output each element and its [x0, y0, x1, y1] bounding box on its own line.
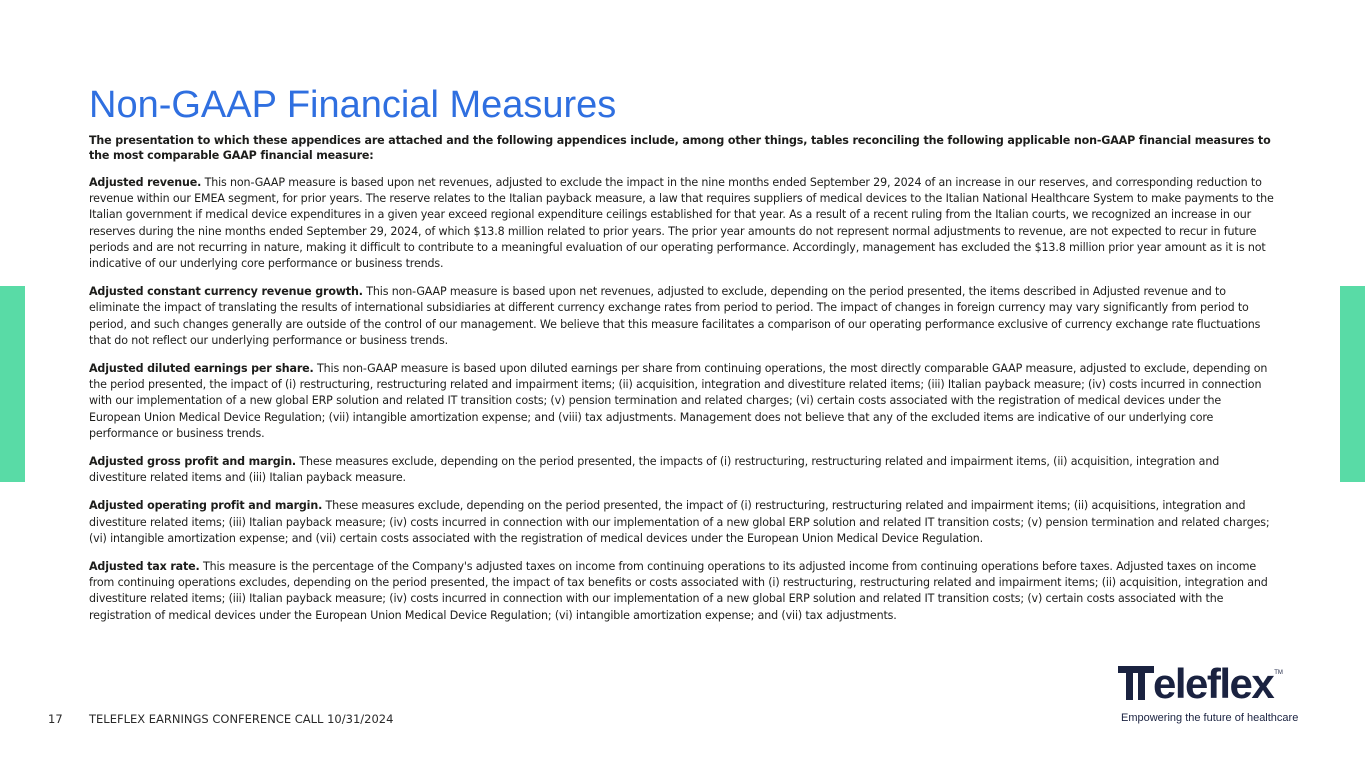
section-term: Adjusted revenue.	[89, 176, 202, 189]
footer-text: TELEFLEX EARNINGS CONFERENCE CALL 10/31/2024	[89, 712, 394, 726]
intro-paragraph: The presentation to which these appendices are attached and the following appendices include, among other things, tables reconciling the following applicable non-GAAP financial measures to the most comparable GAAP financial measure:	[89, 134, 1271, 162]
section-term: Adjusted tax rate.	[89, 560, 200, 574]
left-accent-bar	[0, 286, 25, 482]
logo-wordmark-text: eleflex	[1153, 660, 1274, 707]
logo-wordmark	[1118, 662, 1330, 706]
section-term: Adjusted gross profit and margin.	[89, 455, 297, 469]
section-text: This non-GAAP measure is based upon net revenues, adjusted to exclude the impact in the nine months ended September 29, 2024 of an increase in our reserves, and corresponding reduction to revenue within our EMEA segment, for prior years. The reserve relates to the Italian payback measure, a law that requires suppliers of medical devices to the Italian National Healthcare System to make payments to the Italian government if medical device expenditures in a given year exceed regional expenditure ceilings established for that year. As a result of a recent ruling from the Italian courts, we recognized an increase in our reserves during the nine months ended September 29, 2024, of which $13.8 million related to prior years. The prior year amounts do not represent normal adjustments to revenue, are not expected to recur in future periods and are not recurring in nature, making it difficult to contribute to a meaningful evaluation of our operating performance. Accordingly, management has excluded the $13.8 million prior year amount as it is not indicative of our underlying core performance or business trends.	[89, 176, 1274, 271]
logo-trademark: TM	[1274, 670, 1283, 676]
section-text: This non-GAAP measure is based upon net revenues, adjusted to exclude, depending on the period presented, the items described in Adjusted revenue and to eliminate the impact of translating the results of international subsidiaries at different currency exchange rates from period to period. The impact of changes in foreign currency may vary significantly from period to period, and such changes generally are outside of the control of our management. We believe that this measure facilitates a comparison of our operating performance exclusive of currency exchange rate fluctuations that do not reflect our underlying performance or business trends.	[89, 285, 1261, 347]
section-text: These measures exclude, depending on the period presented, the impact of (i) restructuring, restructuring related and impairment items; (ii) acquisitions, integration and divestiture related items; (iii) Italian payback measure; (iv) costs incurred in connection with our implementation of a new global ERP solution and related IT transition costs; (v) pension termination and related charges; (vi) intangible amortization expense; and (vii) certain costs associated with the registration of medical devices under the European Union Medical Device Regulation.	[89, 499, 1270, 545]
section-adjusted-constant-currency	[89, 284, 1275, 349]
section-adjusted-operating-profit	[89, 498, 1275, 547]
page-number: 17	[48, 712, 63, 726]
section-adjusted-tax-rate	[89, 559, 1275, 624]
section-adjusted-gross-profit	[89, 454, 1275, 486]
section-term: Adjusted operating profit and margin.	[89, 499, 323, 513]
section-term: Adjusted diluted earnings per share.	[89, 362, 314, 376]
section-term: Adjusted constant currency revenue growth.	[89, 285, 363, 299]
body-content	[89, 134, 1275, 636]
page-title: Non-GAAP Financial Measures	[89, 84, 617, 126]
logo-tagline: Empowering the future of healthcare	[1121, 712, 1299, 724]
logo-double-t-icon	[1118, 662, 1156, 704]
section-adjusted-eps	[89, 361, 1275, 442]
right-accent-bar	[1340, 286, 1365, 482]
section-text: This non-GAAP measure is based upon diluted earnings per share from continuing operations, the most directly comparable GAAP measure, adjusted to exclude, depending on the period presented, the impact of (i) restructuring, restructuring related and impairment items; (ii) acquisition, integration and divestiture related items; (iii) Italian payback measure; (iv) costs incurred in connection with our implementation of a new global ERP solution and related IT transition costs; (v) pension termination and related charges; (vi) certain costs associated with the registration of medical devices under the European Union Medical Device Regulation; (vii) intangible amortization expense; and (viii) tax adjustments. Management does not believe that any of the excluded items are indicative of our underlying core performance or business trends.	[89, 362, 1268, 440]
section-text: This measure is the percentage of the Company's adjusted taxes on income from continuing operations to its adjusted income from continuing operations before taxes. Adjusted taxes on income from continuing operations excludes, depending on the period presented, the impact of tax benefits or costs associated with (i) restructuring, restructuring related and impairment items; (ii) acquisition, integration and divestiture related items; (iii) Italian payback measure; (iv) costs incurred in connection with our implementation of a new global ERP solution and related IT transition costs; (v) certain costs associated with the registration of medical devices under the European Union Medical Device Regulation; (vi) intangible amortization expense; and (vii) tax adjustments.	[89, 560, 1268, 622]
section-adjusted-revenue	[89, 175, 1275, 272]
section-text: These measures exclude, depending on the period presented, the impacts of (i) restructuring, restructuring related and impairment items, (ii) acquisition, integration and divestiture related items and (iii) Italian payback measure.	[89, 455, 1220, 485]
teleflex-logo	[1118, 662, 1330, 730]
